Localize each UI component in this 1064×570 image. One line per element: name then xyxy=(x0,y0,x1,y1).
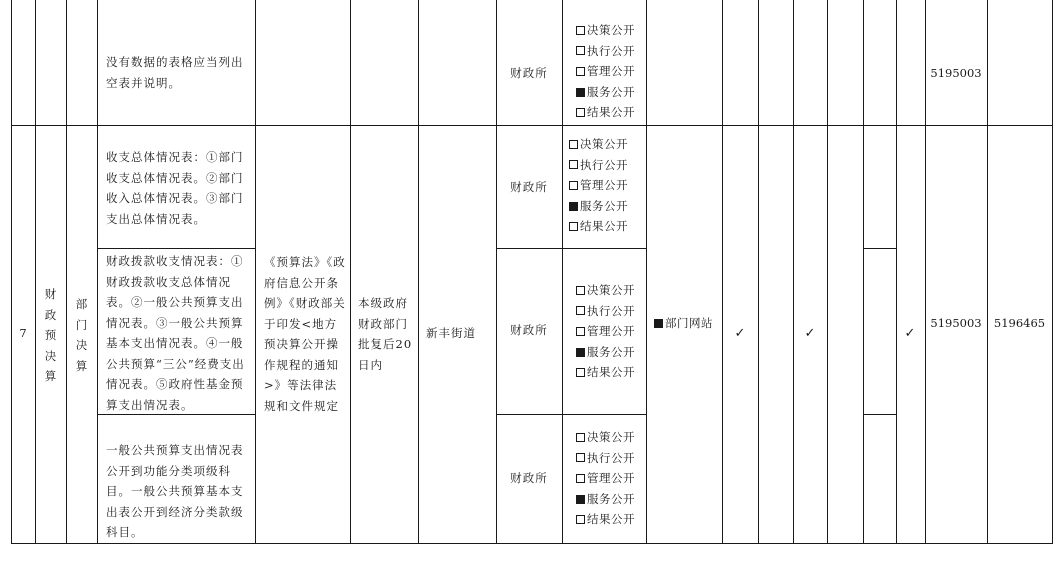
rule-col xyxy=(255,0,256,544)
vertical-char: 政 xyxy=(44,307,57,322)
checked-box-icon xyxy=(576,88,585,97)
dept-cell: 财政所 xyxy=(510,323,548,337)
row-index: 7 xyxy=(19,326,27,340)
disclosure-type-options xyxy=(569,134,628,237)
vertical-char: 决 xyxy=(75,338,88,352)
rule-col xyxy=(66,0,67,544)
legal-basis-cell: 《预算法》《政府信息公开条例》《财政部关于印发<地方预决算公开操作规程的通知>》等法律法规和文件规定 xyxy=(264,255,346,413)
disclosure-option xyxy=(576,342,635,363)
dept-cell: 财政所 xyxy=(510,66,548,80)
content-cell: 没有数据的表格应当列出空表并说明。 xyxy=(106,55,244,90)
unchecked-box-icon xyxy=(576,368,585,377)
checked-box-icon xyxy=(576,495,585,504)
vertical-char: 部 xyxy=(75,297,88,311)
vertical-char: 预 xyxy=(44,328,57,342)
disclosure-option xyxy=(576,280,635,301)
rule-col xyxy=(793,0,794,544)
rule-col xyxy=(97,0,98,544)
disclosure-option-label: 服务公开 xyxy=(580,198,628,213)
disclosure-option xyxy=(576,509,635,530)
disclosure-option xyxy=(576,321,635,342)
disclosure-option xyxy=(576,82,635,103)
disclosure-option-label: 决策公开 xyxy=(587,283,635,297)
time-limit-cell: 本级政府财政部门批复后20日内 xyxy=(358,296,413,372)
rule-col xyxy=(35,0,36,544)
unchecked-box-icon xyxy=(576,515,585,524)
code-cell: 5195003 xyxy=(930,316,982,330)
disclosure-option xyxy=(576,362,635,383)
disclosure-option xyxy=(576,61,635,82)
subcategory-cell xyxy=(66,294,97,376)
disclosure-option-label: 结果公开 xyxy=(587,512,635,527)
vertical-char: 财 xyxy=(44,287,57,301)
disclosure-option-label: 管理公开 xyxy=(587,471,635,486)
unchecked-box-icon xyxy=(576,474,585,483)
rule-col xyxy=(350,0,351,544)
rule-sub-1 xyxy=(97,248,255,249)
unchecked-box-icon xyxy=(576,433,585,442)
disclosure-option-label: 决策公开 xyxy=(580,137,628,151)
category-cell xyxy=(35,284,66,387)
dept-cell: 财政所 xyxy=(510,180,548,194)
code-cell: 5196465 xyxy=(993,316,1046,330)
disclosure-option-label: 执行公开 xyxy=(587,43,635,58)
rule-col xyxy=(11,0,12,544)
rule-col xyxy=(863,0,864,544)
rule-col xyxy=(896,0,897,544)
vertical-char: 决 xyxy=(44,348,57,363)
disclosure-option-label: 管理公开 xyxy=(587,324,635,339)
disclosure-option xyxy=(576,41,635,62)
checked-box-icon xyxy=(576,348,585,357)
checked-box-icon xyxy=(569,202,578,211)
check-mark: ✓ xyxy=(734,326,746,341)
disclosure-option-label: 服务公开 xyxy=(587,491,635,506)
dept-cell: 财政所 xyxy=(510,471,548,485)
disclosure-option-label: 管理公开 xyxy=(587,64,635,79)
unchecked-box-icon xyxy=(576,67,585,76)
rule-col xyxy=(418,0,419,544)
checked-box-icon xyxy=(654,319,663,328)
rule-sub-4 xyxy=(496,414,646,415)
unchecked-box-icon xyxy=(569,160,578,169)
unchecked-box-icon xyxy=(576,453,585,462)
disclosure-option xyxy=(569,196,628,217)
disclosure-option-label: 服务公开 xyxy=(587,84,635,99)
rule-col xyxy=(562,0,563,544)
channel-label: 部门网站 xyxy=(665,316,713,330)
disclosure-option xyxy=(576,427,635,448)
disclosure-option xyxy=(569,134,628,155)
unchecked-box-icon xyxy=(569,140,578,149)
unchecked-box-icon xyxy=(576,327,585,336)
rule-col xyxy=(827,0,828,544)
disclosure-option-label: 服务公开 xyxy=(587,344,635,359)
check-mark: ✓ xyxy=(904,326,916,341)
channel-cell xyxy=(654,313,713,334)
disclosure-option-label: 决策公开 xyxy=(587,430,635,444)
unchecked-box-icon xyxy=(576,26,585,35)
unchecked-box-icon xyxy=(569,181,578,190)
disclosure-option-label: 结果公开 xyxy=(580,219,628,234)
content-cell: 收支总体情况表：①部门收支总体情况表。②部门收入总体情况表。③部门支出总体情况表。 xyxy=(106,150,244,226)
rule-col xyxy=(758,0,759,544)
disclosure-option xyxy=(576,448,635,469)
disclosure-option-label: 执行公开 xyxy=(587,303,635,318)
subject-cell: 新丰街道 xyxy=(426,326,476,340)
disclosure-option xyxy=(576,468,635,489)
disclosure-option xyxy=(569,175,628,196)
disclosure-type-options xyxy=(576,20,635,123)
disclosure-option xyxy=(569,155,628,176)
unchecked-box-icon xyxy=(576,286,585,295)
check-mark: ✓ xyxy=(804,326,816,341)
rule-sub-6 xyxy=(863,414,896,415)
disclosure-option-label: 管理公开 xyxy=(580,178,628,193)
vertical-char: 算 xyxy=(44,369,57,383)
rule-col xyxy=(722,0,723,544)
rule-sub-3 xyxy=(496,248,646,249)
unchecked-box-icon xyxy=(576,46,585,55)
vertical-char: 算 xyxy=(75,358,88,373)
disclosure-option xyxy=(576,102,635,123)
disclosure-option xyxy=(576,20,635,41)
unchecked-box-icon xyxy=(576,306,585,315)
rule-col xyxy=(1052,0,1053,544)
content-cell: 一般公共预算支出情况表公开到功能分类项级科目。一般公共预算基本支出表公开到经济分类款级科目。 xyxy=(106,443,244,539)
content-cell: 财政拨款收支情况表：①财政拨款收支总体情况表。②一般公共预算支出情况表。③一般公共预算基本支出情况表。④一般公共预算“三公”经费支出情况表。⑤政府性基金预算支出情况表。 xyxy=(106,254,245,412)
disclosure-option-label: 执行公开 xyxy=(587,450,635,465)
disclosure-option-label: 执行公开 xyxy=(580,157,628,172)
disclosure-type-options xyxy=(576,427,635,530)
rule-col xyxy=(987,0,988,544)
disclosure-option-label: 结果公开 xyxy=(587,365,635,380)
disclosure-option xyxy=(569,216,628,237)
disclosure-option xyxy=(576,489,635,510)
rule-sub-5 xyxy=(863,248,896,249)
rule-col xyxy=(646,0,647,544)
disclosure-option xyxy=(576,301,635,322)
code-cell: 5195003 xyxy=(930,66,982,80)
disclosure-type-options xyxy=(576,280,635,383)
unchecked-box-icon xyxy=(569,222,578,231)
disclosure-option-label: 结果公开 xyxy=(587,105,635,120)
unchecked-box-icon xyxy=(576,108,585,117)
vertical-char: 门 xyxy=(75,317,88,332)
disclosure-option-label: 决策公开 xyxy=(587,23,635,37)
